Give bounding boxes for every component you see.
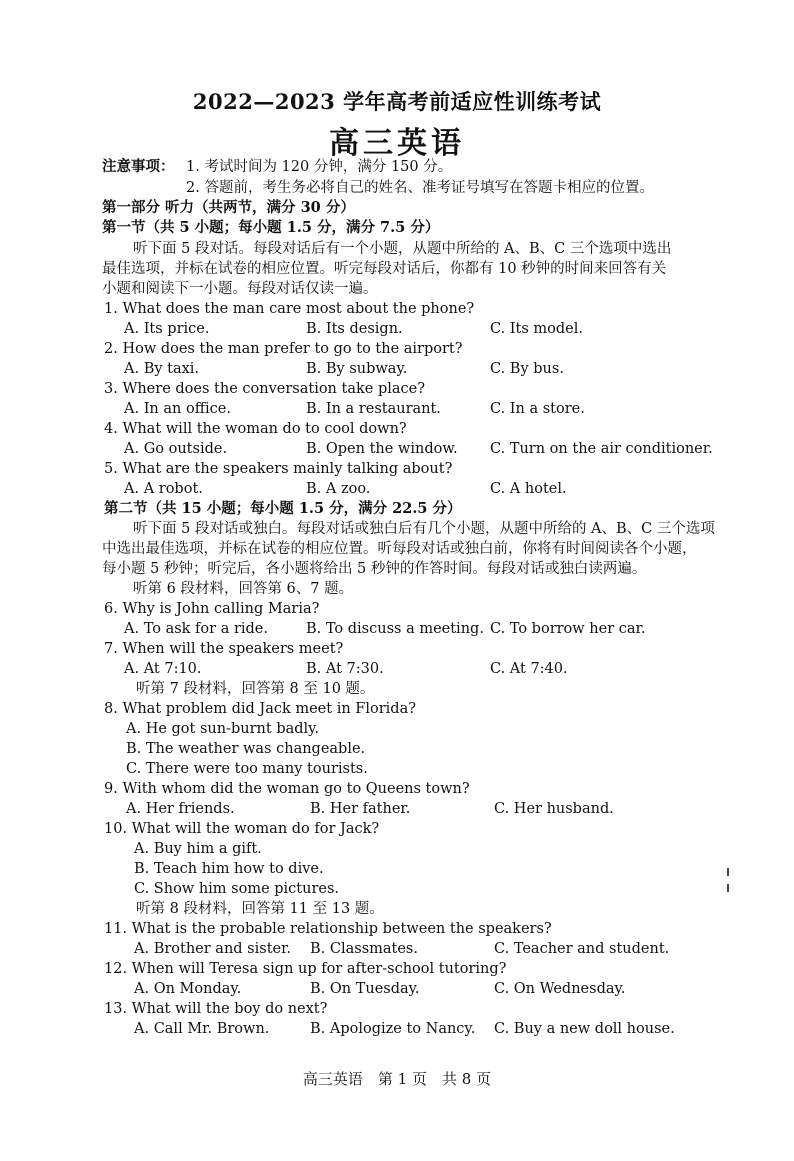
option-c: C. Her husband. [494, 801, 614, 817]
option-a: A. At 7:10. [124, 661, 202, 677]
option-b: B. By subway. [306, 361, 408, 377]
section2-intro-line: 中选出最佳选项，并标在试卷的相应位置。听每段对话或独白前，你将有时间阅读各个小题， [102, 541, 697, 557]
question-12: 12. When will Teresa sign up for after-school tutoring? [104, 961, 507, 977]
option-b: B. Open the window. [306, 441, 458, 457]
option-a: A. Call Mr. Brown. [134, 1021, 270, 1037]
section1-intro-line: 最佳选项，并标在试卷的相应位置。听完每段对话后，你都有 10 秒钟的时间来回答有关 [102, 261, 667, 277]
option-b: B. Her father. [310, 801, 411, 817]
question-4: 4. What will the woman do to cool down? [104, 421, 407, 437]
option-c: C. To borrow her car. [490, 621, 646, 637]
question-7: 7. When will the speakers meet? [104, 641, 344, 657]
question-5: 5. What are the speakers mainly talking about? [104, 461, 453, 477]
scan-mark [727, 868, 729, 876]
section1-intro-line: 听下面 5 段对话。每段对话后有一个小题，从题中所给的 A、B、C 三个选项中选出 [133, 241, 672, 257]
option-c: C. On Wednesday. [494, 981, 626, 997]
subject-title: 高三英语 [329, 126, 465, 161]
option-c: C. By bus. [490, 361, 564, 377]
option-c: C. There were too many tourists. [126, 761, 368, 777]
option-c: C. Teacher and student. [494, 941, 670, 957]
option-b: B. Its design. [306, 321, 403, 337]
question-10: 10. What will the woman do for Jack? [104, 821, 380, 837]
option-a: A. Go outside. [124, 441, 228, 457]
option-a: A. Buy him a gift. [134, 841, 262, 857]
question-3: 3. Where does the conversation take place? [104, 381, 425, 397]
question-13: 13. What will the boy do next? [104, 1001, 328, 1017]
option-c: C. A hotel. [490, 481, 567, 497]
option-a: A. On Monday. [134, 981, 242, 997]
option-a: A. Her friends. [126, 801, 235, 817]
option-b: B. The weather was changeable. [126, 741, 366, 757]
part1-heading: 第一部分 听力（共两节，满分 30 分） [102, 199, 355, 216]
notice-item-2: 2. 答题前，考生务必将自己的姓名、准考证号填写在答题卡相应的位置。 [186, 180, 654, 196]
option-c: C. Its model. [490, 321, 583, 337]
material-instruction: 听第 8 段材料，回答第 11 至 13 题。 [136, 901, 384, 917]
option-a: A. He got sun-burnt badly. [126, 721, 320, 737]
page-footer: 高三英语 第 1 页 共 8 页 [302, 1070, 492, 1088]
option-c: C. Buy a new doll house. [494, 1021, 675, 1037]
scan-mark [727, 884, 729, 892]
option-b: B. In a restaurant. [306, 401, 441, 417]
option-a: A. In an office. [124, 401, 231, 417]
question-9: 9. With whom did the woman go to Queens town? [104, 781, 470, 797]
option-b: B. At 7:30. [306, 661, 384, 677]
question-11: 11. What is the probable relationship between the speakers? [104, 921, 552, 937]
option-a: A. Its price. [124, 321, 210, 337]
section1-intro-line: 小题和阅读下一小题。每段对话仅读一遍。 [102, 281, 378, 297]
notice-item-1: 1. 考试时间为 120 分钟，满分 150 分。 [186, 159, 453, 175]
option-c: C. At 7:40. [490, 661, 568, 677]
material-instruction: 听第 7 段材料，回答第 8 至 10 题。 [136, 681, 375, 697]
question-8: 8. What problem did Jack meet in Florida? [104, 701, 416, 717]
question-6: 6. Why is John calling Maria? [104, 601, 320, 617]
option-c: C. Turn on the air conditioner. [490, 441, 713, 457]
section2-intro-line: 每小题 5 秒钟；听完后，各小题将给出 5 秒钟的作答时间。每段对话或独白读两遍。 [102, 561, 647, 577]
option-b: B. On Tuesday. [310, 981, 420, 997]
option-b: B. A zoo. [306, 481, 371, 497]
option-a: A. A robot. [124, 481, 203, 497]
question-1: 1. What does the man care most about the phone? [104, 301, 475, 317]
option-b: B. Classmates. [310, 941, 418, 957]
option-b: B. To discuss a meeting. [306, 621, 484, 637]
question-2: 2. How does the man prefer to go to the airport? [104, 341, 463, 357]
notice-label: 注意事项： [102, 158, 175, 175]
material-instruction: 听第 6 段材料，回答第 6、7 题。 [133, 581, 354, 597]
option-a: A. To ask for a ride. [124, 621, 268, 637]
exam-title: 2022—2023 学年高考前适应性训练考试 [192, 89, 602, 114]
option-c: C. In a store. [490, 401, 585, 417]
option-a: A. By taxi. [124, 361, 200, 377]
option-a: A. Brother and sister. [134, 941, 292, 957]
option-b: B. Teach him how to dive. [134, 861, 324, 877]
section2-intro-line: 听下面 5 段对话或独白。每段对话或独白后有几个小题，从题中所给的 A、B、C 三个选项 [133, 521, 715, 537]
option-c: C. Show him some pictures. [134, 881, 340, 897]
section1-heading: 第一节（共 5 小题；每小题 1.5 分，满分 7.5 分） [102, 219, 440, 236]
option-b: B. Apologize to Nancy. [310, 1021, 476, 1037]
section2-heading: 第二节（共 15 小题；每小题 1.5 分，满分 22.5 分） [104, 500, 462, 517]
